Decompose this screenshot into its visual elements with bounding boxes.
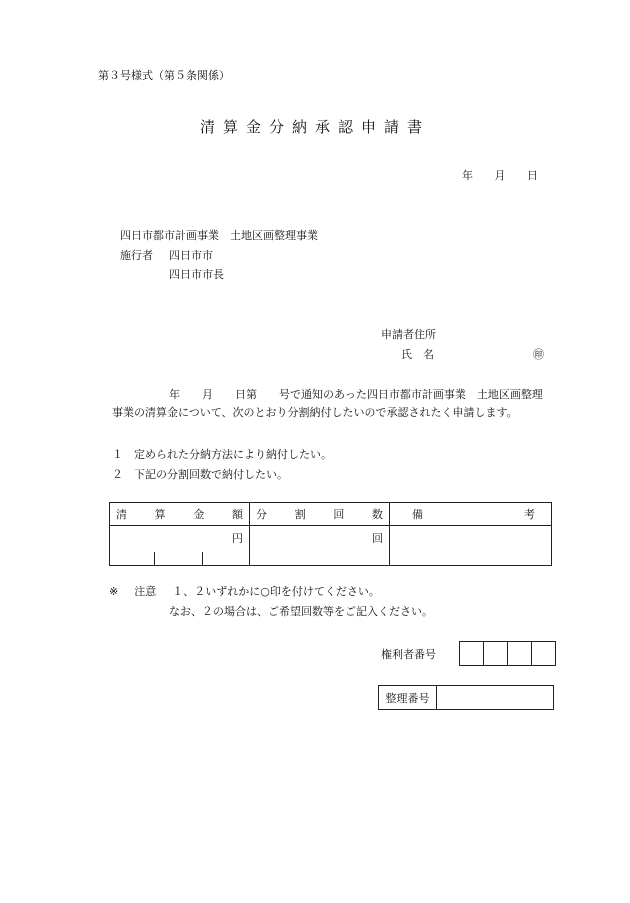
count-unit: 回 (372, 532, 383, 545)
body-day-no: 日第 (235, 388, 257, 401)
header-char: 割 (294, 508, 306, 521)
header-remarks (390, 503, 552, 526)
note-mark: ※ (109, 585, 119, 598)
rights-number-digit[interactable] (484, 642, 508, 665)
date-month: 月 (494, 169, 506, 182)
rights-number-digit[interactable] (508, 642, 532, 665)
option-1: １ 定められた分納方法により納付したい。 (112, 448, 332, 461)
header-amount (110, 503, 250, 526)
header-char: 回 (333, 508, 345, 521)
project-name: 四日市都市計画事業 土地区画整理事業 (120, 229, 318, 242)
header-char: 分 (256, 508, 267, 521)
date-year: 年 (462, 169, 473, 182)
installment-table (109, 502, 552, 566)
installments-cell[interactable] (250, 526, 390, 566)
header-char: 算 (154, 508, 166, 521)
executor-label: 施行者 (120, 249, 153, 262)
header-char: 備 (412, 508, 423, 521)
rights-number-label: 権利者番号 (381, 648, 436, 661)
body-year: 年 (169, 388, 180, 401)
note-line-1 (109, 583, 380, 599)
seal-mark: ㊞ (533, 348, 544, 361)
body-line-2: 事業の清算金について、次のとおり分割納付したいので承認されたく申請します。 (112, 406, 518, 419)
amount-unit: 円 (232, 532, 243, 545)
note-line-2: なお、２の場合は、ご希望回数等をご記入ください。 (169, 605, 433, 618)
rights-number-boxes[interactable] (459, 641, 556, 666)
executor-name: 四日市市 (169, 249, 213, 262)
rights-number-digit[interactable] (460, 642, 484, 665)
remarks-cell[interactable] (390, 526, 552, 566)
header-char: 清 (116, 508, 127, 521)
date-line (462, 167, 538, 183)
digit-divider (202, 552, 203, 565)
body-line-1 (169, 386, 543, 402)
header-installments (250, 503, 390, 526)
note-text-1: １、２いずれかに○印を付けてください。 (172, 585, 380, 598)
digit-divider (154, 552, 155, 565)
reference-number-field[interactable] (437, 686, 553, 709)
form-number: 第３号様式（第５条関係） (98, 69, 230, 82)
rights-number-digit[interactable] (532, 642, 555, 665)
reference-number-box (378, 685, 554, 710)
document-title: 清算金分納承認申請書 (199, 118, 430, 136)
date-day: 日 (527, 169, 538, 182)
note-label: 注意 (134, 585, 157, 598)
header-char: 考 (524, 508, 535, 521)
body-rest: 号で通知のあった四日市都市計画事業 土地区画整理 (279, 388, 543, 401)
mayor-title: 四日市市長 (169, 268, 224, 281)
header-char: 額 (231, 508, 243, 521)
option-2: ２ 下記の分割回数で納付したい。 (112, 468, 288, 481)
reference-number-label: 整理番号 (379, 686, 437, 709)
body-month: 月 (202, 388, 213, 401)
header-char: 金 (193, 508, 205, 521)
header-char: 数 (371, 508, 383, 521)
applicant-name-label: 氏 名 (401, 348, 434, 361)
applicant-address-label: 申請者住所 (381, 328, 436, 341)
amount-cell[interactable] (110, 526, 250, 566)
